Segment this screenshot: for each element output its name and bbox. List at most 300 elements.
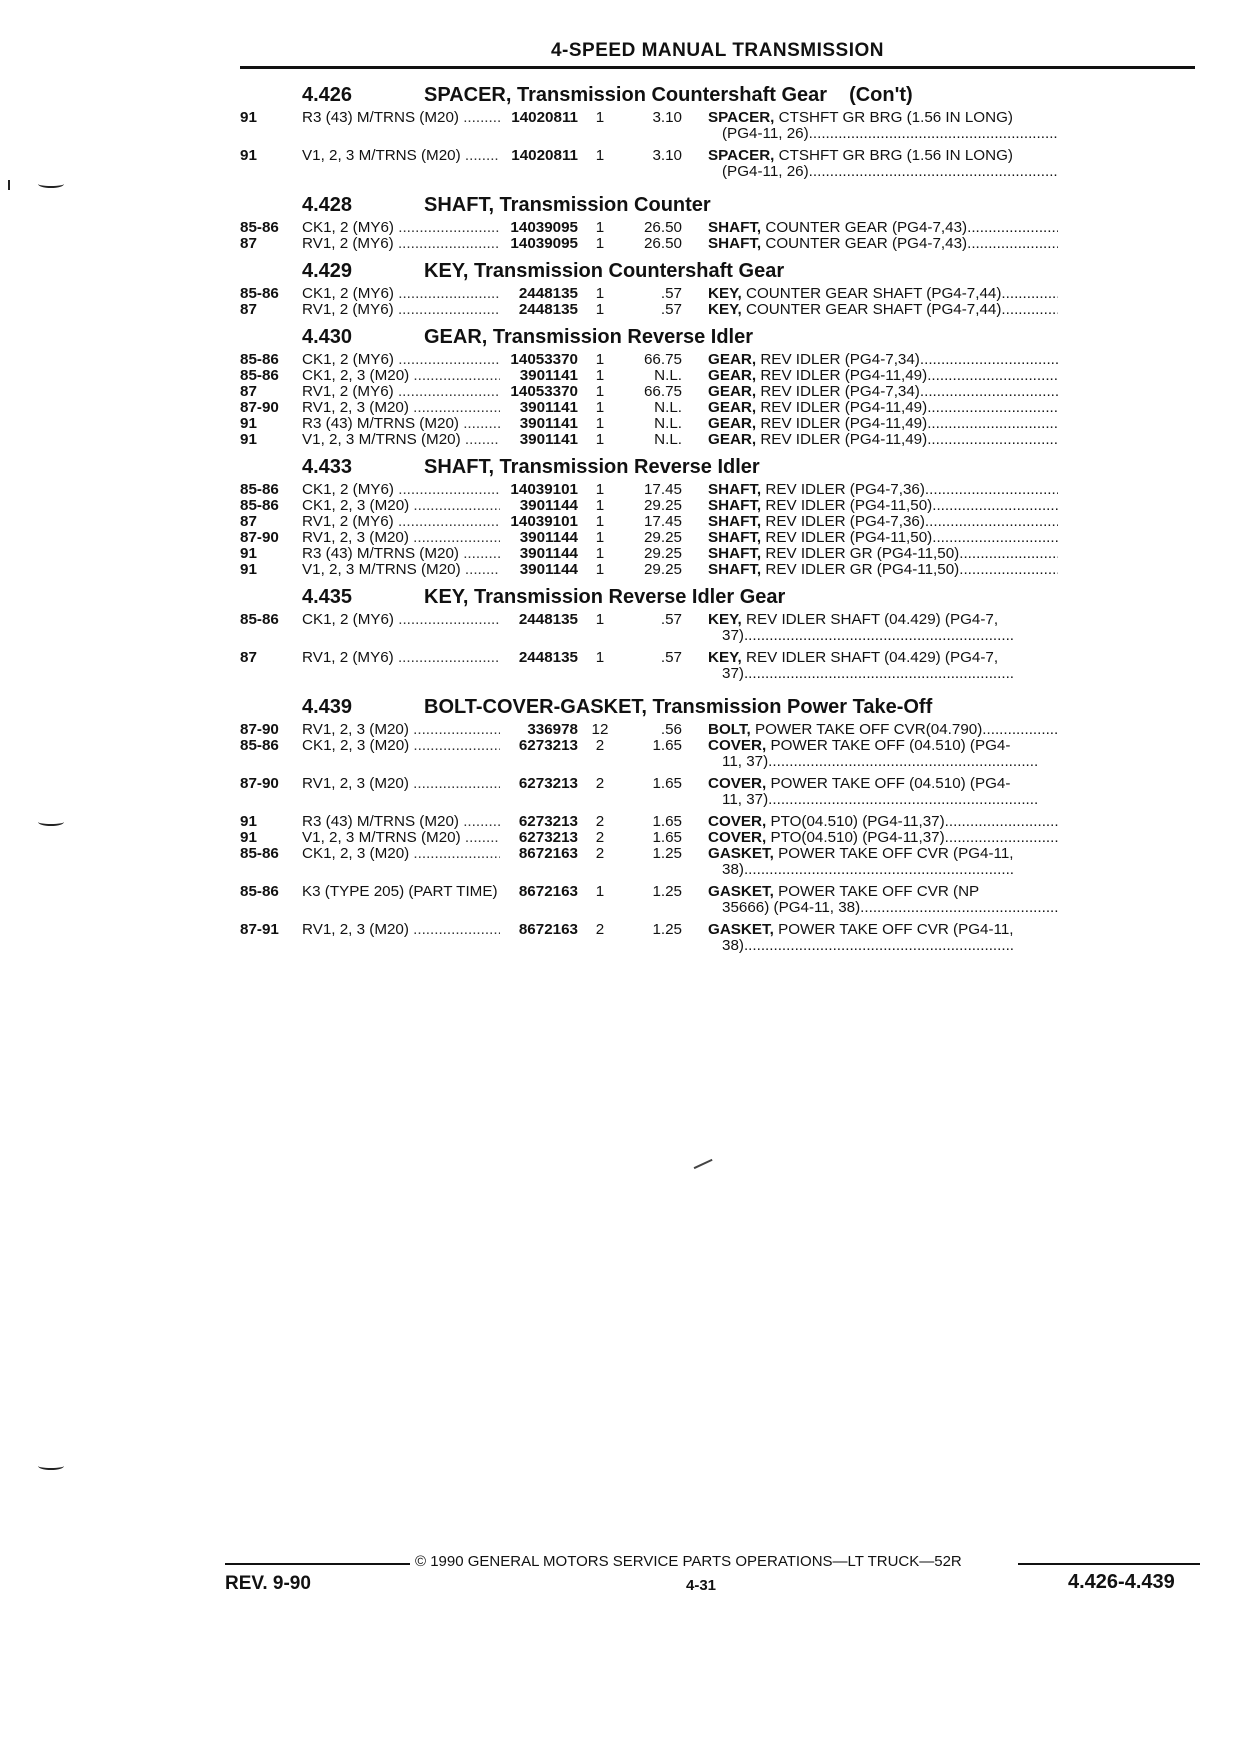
parts-list (240, 80, 1200, 964)
part-number: 3901144 (519, 545, 578, 562)
price: 17.45 (643, 513, 682, 530)
part-description (708, 368, 1058, 384)
quantity: 1 (595, 529, 605, 546)
section-4-428 (240, 190, 1200, 252)
model-year: 87-90 (240, 721, 279, 738)
part-number: 14039101 (510, 481, 578, 498)
model-year: 87 (240, 513, 257, 530)
section-heading (240, 582, 1200, 612)
part-number: 14053370 (510, 351, 578, 368)
part-description (708, 830, 1058, 846)
table-row (240, 368, 1200, 384)
part-description (708, 530, 1058, 546)
description-text: POWER TAKE OFF CVR(04.790) (754, 721, 983, 738)
model-code: RV1, 2, 3 (M20) ..... (302, 922, 500, 938)
price: 29.25 (643, 561, 682, 578)
part-name: SHAFT, (708, 529, 762, 546)
model-year: 91 (240, 431, 257, 448)
part-name: SHAFT, (708, 235, 762, 252)
model-code: RV1, 2 (MY6) ..... (302, 650, 500, 666)
description-text: POWER TAKE OFF CVR (NP (778, 883, 980, 900)
table-row (240, 814, 1200, 830)
section-heading (240, 322, 1200, 352)
part-description (708, 922, 1058, 954)
footer-page-number: 4-31 (686, 1577, 717, 1594)
part-number: 336978 (527, 721, 578, 738)
description-text: REV IDLER (PG4-11,49) (760, 367, 928, 384)
part-description (708, 220, 1058, 236)
model-code: V1, 2, 3 M/TRNS (M20) ..... (302, 562, 500, 578)
section-heading (240, 256, 1200, 286)
model-code: RV1, 2, 3 (M20) ..... (302, 400, 500, 416)
model-code: RV1, 2, 3 (M20) ..... (302, 722, 500, 738)
part-number: 6273213 (518, 829, 578, 846)
table-row (240, 110, 1200, 142)
description-continuation: 11, 37) (722, 753, 769, 770)
section-title: KEY, Transmission Countershaft Gear (424, 260, 785, 282)
model-year: 85-86 (240, 351, 279, 368)
part-name: KEY, (708, 285, 742, 302)
part-number: 14039095 (510, 219, 578, 236)
price: 1.65 (652, 775, 682, 792)
part-name: SHAFT, (708, 545, 762, 562)
quantity: 2 (595, 921, 605, 938)
quantity: 2 (595, 775, 605, 792)
description-text: REV IDLER (PG4-11,50) (765, 529, 933, 546)
section-number: 4.430 (302, 326, 353, 348)
model-year: 87-91 (240, 921, 279, 938)
part-name: GEAR, (708, 367, 757, 384)
price: 26.50 (643, 219, 682, 236)
quantity: 1 (595, 147, 605, 164)
quantity: 1 (595, 561, 605, 578)
part-number: 6273213 (518, 737, 578, 754)
description-continuation: 11, 37) (722, 791, 769, 808)
part-name: GASKET, (708, 883, 774, 900)
binder-hole-mark (38, 1462, 64, 1470)
part-description (708, 400, 1058, 416)
price: 1.25 (652, 921, 682, 938)
part-description (708, 384, 1058, 400)
model-code: CK1, 2 (MY6) ..... (302, 286, 500, 302)
quantity: 1 (595, 219, 605, 236)
section-number: 4.435 (302, 586, 353, 608)
footer-section-range: 4.426-4.439 (1068, 1571, 1175, 1593)
model-year: 87-90 (240, 775, 279, 792)
description-text: REV IDLER (PG4-7,36) (765, 481, 925, 498)
part-number: 3901141 (519, 399, 578, 416)
part-name: GASKET, (708, 921, 774, 938)
description-text: PTO(04.510) (PG4-11,37) (770, 813, 945, 830)
section-title: GEAR, Transmission Reverse Idler (424, 326, 754, 348)
description-text: REV IDLER (PG4-7,34) (760, 351, 920, 368)
description-text: REV IDLER GR (PG4-11,50) (765, 561, 960, 578)
description-continuation: 37) (722, 665, 744, 682)
part-name: COVER, (708, 775, 767, 792)
table-row (240, 286, 1200, 302)
table-row (240, 738, 1200, 770)
table-row (240, 302, 1200, 318)
description-continuation: (PG4-11, 26) (722, 163, 809, 180)
scan-mark-tick (8, 180, 10, 190)
section-4-435 (240, 582, 1200, 688)
quantity: 1 (595, 481, 605, 498)
part-description (708, 612, 1058, 644)
price: 66.75 (643, 351, 682, 368)
section-heading (240, 190, 1200, 220)
quantity: 2 (595, 813, 605, 830)
part-name: KEY, (708, 301, 742, 318)
table-row (240, 650, 1200, 682)
part-number: 14039101 (510, 513, 578, 530)
section-heading (240, 452, 1200, 482)
description-text: COUNTER GEAR SHAFT (PG4-7,44) (746, 285, 1002, 302)
quantity: 1 (595, 497, 605, 514)
price: 17.45 (643, 481, 682, 498)
table-row (240, 922, 1200, 954)
price: .56 (660, 721, 682, 738)
table-row (240, 530, 1200, 546)
model-year: 85-86 (240, 285, 279, 302)
part-description (708, 416, 1058, 432)
part-name: COVER, (708, 813, 767, 830)
model-code: RV1, 2 (MY6) ..... (302, 514, 500, 530)
section-number: 4.429 (302, 260, 353, 282)
model-year: 87 (240, 649, 257, 666)
model-year: 91 (240, 109, 257, 126)
model-code: V1, 2, 3 M/TRNS (M20) ..... (302, 830, 500, 846)
description-text: COUNTER GEAR (PG4-7,43) (765, 235, 968, 252)
model-code: CK1, 2 (MY6) ..... (302, 220, 500, 236)
part-number: 3901141 (519, 415, 578, 432)
model-year: 87 (240, 301, 257, 318)
header-rule (240, 66, 1195, 69)
section-title: SPACER, Transmission Countershaft Gear (424, 84, 828, 106)
part-name: SPACER, (708, 109, 775, 126)
description-text: REV IDLER (PG4-11,50) (765, 497, 933, 514)
price: .57 (660, 301, 682, 318)
table-row (240, 612, 1200, 644)
footer-rule-right (1018, 1563, 1200, 1565)
footer-copyright: © 1990 GENERAL MOTORS SERVICE PARTS OPERATIONS—LT TRUCK—52R (415, 1553, 962, 1570)
part-number: 8672163 (518, 845, 578, 862)
model-year: 91 (240, 415, 257, 432)
description-text: POWER TAKE OFF CVR (PG4-11, (778, 845, 1014, 862)
description-continuation: 38) (722, 861, 744, 878)
quantity: 2 (595, 737, 605, 754)
price: 1.25 (652, 883, 682, 900)
quantity: 1 (595, 399, 605, 416)
model-code: V1, 2, 3 M/TRNS (M20) ..... (302, 432, 500, 448)
part-name: SHAFT, (708, 497, 762, 514)
model-code: RV1, 2 (MY6) ..... (302, 384, 500, 400)
model-code: CK1, 2, 3 (M20) ..... (302, 846, 500, 862)
quantity: 1 (595, 367, 605, 384)
model-code: CK1, 2, 3 (M20) ..... (302, 498, 500, 514)
part-number: 8672163 (518, 921, 578, 938)
part-name: SHAFT, (708, 481, 762, 498)
price: 29.25 (643, 529, 682, 546)
part-name: SPACER, (708, 147, 775, 164)
table-row (240, 722, 1200, 738)
description-text: REV IDLER (PG4-7,36) (765, 513, 925, 530)
part-name: GEAR, (708, 415, 757, 432)
section-4-430 (240, 322, 1200, 448)
model-code: CK1, 2, 3 (M20) ..... (302, 368, 500, 384)
model-code: RV1, 2 (MY6) ..... (302, 236, 500, 252)
quantity: 1 (595, 109, 605, 126)
price: N.L. (654, 367, 682, 384)
price: 1.65 (652, 737, 682, 754)
price: 1.65 (652, 829, 682, 846)
model-year: 91 (240, 147, 257, 164)
model-year: 87 (240, 383, 257, 400)
price: 26.50 (643, 235, 682, 252)
description-continuation: 37) (722, 627, 744, 644)
part-description (708, 236, 1058, 252)
part-name: SHAFT, (708, 561, 762, 578)
part-number: 2448135 (518, 611, 578, 628)
quantity: 1 (595, 351, 605, 368)
part-number: 14020811 (511, 109, 578, 126)
model-code: CK1, 2, 3 (M20) ..... (302, 738, 500, 754)
binder-hole-mark (38, 818, 64, 826)
part-name: GEAR, (708, 383, 757, 400)
quantity: 1 (595, 513, 605, 530)
page-header-title: 4-SPEED MANUAL TRANSMISSION (550, 40, 884, 61)
section-title: SHAFT, Transmission Counter (424, 194, 711, 216)
part-number: 2448135 (518, 649, 578, 666)
scan-stray-mark (694, 1159, 713, 1169)
part-description (708, 514, 1058, 530)
part-name: SHAFT, (708, 513, 762, 530)
price: 1.65 (652, 813, 682, 830)
quantity: 12 (591, 721, 609, 738)
part-number: 14020811 (511, 147, 578, 164)
price: 66.75 (643, 383, 682, 400)
model-code: V1, 2, 3 M/TRNS (M20) ..... (302, 148, 500, 164)
binder-hole-mark (38, 180, 64, 188)
model-year: 87-90 (240, 529, 279, 546)
section-continued-label: (Con't) (849, 84, 913, 106)
description-text: REV IDLER (PG4-11,49) (760, 399, 928, 416)
price: .57 (660, 649, 682, 666)
model-year: 85-86 (240, 845, 279, 862)
model-code: R3 (43) M/TRNS (M20) ..... (302, 416, 500, 432)
model-year: 91 (240, 813, 257, 830)
description-text: REV IDLER GR (PG4-11,50) (765, 545, 960, 562)
table-row (240, 148, 1200, 180)
part-number: 3901141 (519, 431, 578, 448)
description-text: PTO(04.510) (PG4-11,37) (770, 829, 945, 846)
quantity: 1 (595, 415, 605, 432)
part-description (708, 352, 1058, 368)
model-code: CK1, 2 (MY6) ..... (302, 352, 500, 368)
description-continuation: 38) (722, 937, 744, 954)
part-name: GEAR, (708, 399, 757, 416)
model-code: RV1, 2, 3 (M20) ..... (302, 530, 500, 546)
part-name: GEAR, (708, 431, 757, 448)
part-description (708, 302, 1058, 318)
model-year: 85-86 (240, 219, 279, 236)
part-description (708, 148, 1058, 180)
description-text: POWER TAKE OFF CVR (PG4-11, (778, 921, 1014, 938)
model-year: 87 (240, 235, 257, 252)
part-name: GEAR, (708, 351, 757, 368)
part-name: BOLT, (708, 721, 751, 738)
section-heading (240, 692, 1200, 722)
part-number: 2448135 (518, 285, 578, 302)
quantity: 1 (595, 235, 605, 252)
price: N.L. (654, 415, 682, 432)
quantity: 1 (595, 649, 605, 666)
section-4-439 (240, 692, 1200, 960)
model-year: 87-90 (240, 399, 279, 416)
description-text: REV IDLER SHAFT (04.429) (PG4-7, (746, 611, 999, 628)
quantity: 1 (595, 883, 605, 900)
model-year: 85-86 (240, 737, 279, 754)
part-description (708, 738, 1058, 770)
part-number: 14053370 (510, 383, 578, 400)
quantity: 2 (595, 829, 605, 846)
model-code: R3 (43) M/TRNS (M20) ..... (302, 110, 500, 126)
model-code: CK1, 2 (MY6) ..... (302, 482, 500, 498)
section-4-426 (240, 80, 1200, 186)
footer-revision: REV. 9-90 (225, 1573, 311, 1594)
model-year: 85-86 (240, 481, 279, 498)
part-number: 6273213 (518, 813, 578, 830)
quantity: 1 (595, 383, 605, 400)
price: 29.25 (643, 545, 682, 562)
table-row (240, 884, 1200, 916)
model-code: R3 (43) M/TRNS (M20) ..... (302, 814, 500, 830)
section-number: 4.426 (302, 84, 353, 106)
part-description (708, 722, 1058, 738)
part-description (708, 498, 1058, 514)
section-title: SHAFT, Transmission Reverse Idler (424, 456, 760, 478)
part-number: 14039095 (510, 235, 578, 252)
part-name: COVER, (708, 737, 767, 754)
description-continuation: (PG4-11, 26) (722, 125, 809, 142)
section-number: 4.428 (302, 194, 353, 216)
section-number: 4.433 (302, 456, 353, 478)
table-row (240, 416, 1200, 432)
model-year: 91 (240, 545, 257, 562)
table-row (240, 236, 1200, 252)
quantity: 2 (595, 845, 605, 862)
part-number: 2448135 (518, 301, 578, 318)
price: N.L. (654, 399, 682, 416)
model-year: 85-86 (240, 497, 279, 514)
model-code: R3 (43) M/TRNS (M20) ..... (302, 546, 500, 562)
price: .57 (660, 611, 682, 628)
model-year: 85-86 (240, 611, 279, 628)
model-year: 91 (240, 561, 257, 578)
table-row (240, 514, 1200, 530)
part-description (708, 814, 1058, 830)
price: .57 (660, 285, 682, 302)
quantity: 1 (595, 431, 605, 448)
description-text: REV IDLER (PG4-7,34) (760, 383, 920, 400)
section-number: 4.439 (302, 696, 353, 718)
part-name: KEY, (708, 649, 742, 666)
part-number: 6273213 (518, 775, 578, 792)
description-text: COUNTER GEAR SHAFT (PG4-7,44) (746, 301, 1002, 318)
description-text: REV IDLER (PG4-11,49) (760, 415, 928, 432)
part-description (708, 482, 1058, 498)
footer-rule-left (225, 1563, 410, 1565)
price: 3.10 (652, 109, 682, 126)
table-row (240, 776, 1200, 808)
part-description (708, 846, 1058, 878)
table-row (240, 482, 1200, 498)
part-description (708, 650, 1058, 682)
description-text: POWER TAKE OFF (04.510) (PG4- (770, 775, 1011, 792)
part-number: 8672163 (518, 883, 578, 900)
price: N.L. (654, 431, 682, 448)
price: 1.25 (652, 845, 682, 862)
quantity: 1 (595, 611, 605, 628)
part-name: COVER, (708, 829, 767, 846)
section-4-429 (240, 256, 1200, 318)
description-text: REV IDLER (PG4-11,49) (760, 431, 928, 448)
description-text: COUNTER GEAR (PG4-7,43) (765, 219, 968, 236)
table-row (240, 400, 1200, 416)
description-text: CTSHFT GR BRG (1.56 IN LONG) (778, 147, 1013, 164)
part-description (708, 562, 1058, 578)
part-number: 3901144 (519, 529, 578, 546)
part-description (708, 432, 1058, 448)
description-continuation: 35666) (PG4-11, 38) (722, 899, 861, 916)
quantity: 1 (595, 285, 605, 302)
quantity: 1 (595, 301, 605, 318)
part-number: 3901141 (519, 367, 578, 384)
part-number: 3901144 (519, 561, 578, 578)
model-code: K3 (TYPE 205) (PART TIME) ..... (302, 884, 500, 900)
description-text: CTSHFT GR BRG (1.56 IN LONG) (778, 109, 1013, 126)
part-name: SHAFT, (708, 219, 762, 236)
model-year: 85-86 (240, 883, 279, 900)
section-title: BOLT-COVER-GASKET, Transmission Power Take-Off (424, 696, 933, 718)
part-description (708, 110, 1058, 142)
part-number: 3901144 (519, 497, 578, 514)
price: 3.10 (652, 147, 682, 164)
section-title: KEY, Transmission Reverse Idler Gear (424, 586, 786, 608)
description-text: POWER TAKE OFF (04.510) (PG4- (770, 737, 1011, 754)
table-row (240, 562, 1200, 578)
part-name: KEY, (708, 611, 742, 628)
table-row (240, 352, 1200, 368)
quantity: 1 (595, 545, 605, 562)
part-description (708, 286, 1058, 302)
table-row (240, 498, 1200, 514)
model-code: CK1, 2 (MY6) ..... (302, 612, 500, 628)
section-4-433 (240, 452, 1200, 578)
table-row (240, 432, 1200, 448)
description-text: REV IDLER SHAFT (04.429) (PG4-7, (746, 649, 999, 666)
table-row (240, 220, 1200, 236)
part-description (708, 546, 1058, 562)
model-code: RV1, 2 (MY6) ..... (302, 302, 500, 318)
part-name: GASKET, (708, 845, 774, 862)
model-year: 91 (240, 829, 257, 846)
table-row (240, 830, 1200, 846)
part-description (708, 776, 1058, 808)
table-row (240, 546, 1200, 562)
table-row (240, 846, 1200, 878)
model-code: RV1, 2, 3 (M20) ..... (302, 776, 500, 792)
section-heading (240, 80, 1200, 110)
